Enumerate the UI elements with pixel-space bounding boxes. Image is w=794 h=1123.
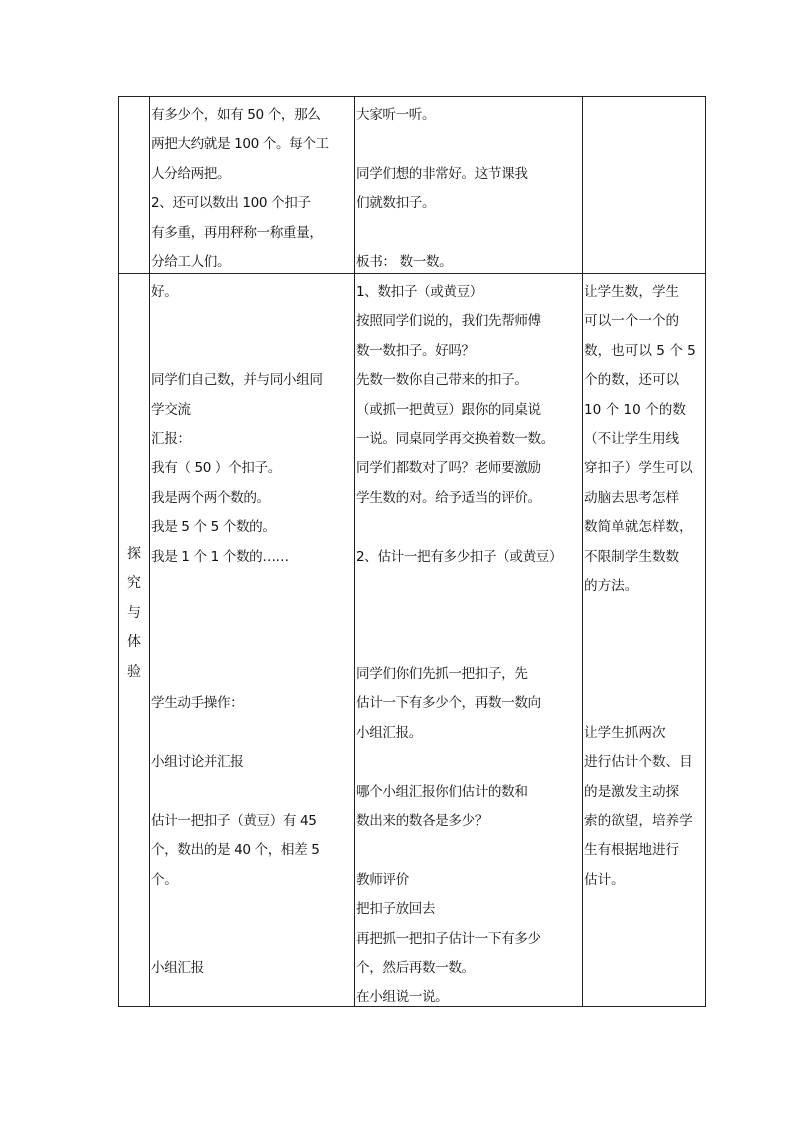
text-line: 有多少个，如有 50 个，那么 <box>151 107 321 123</box>
text-line: 个，数出的是 40 个，相差 5 <box>151 842 320 859</box>
text-line: 2、估计一把有多少扣子（或黄豆） <box>356 548 563 565</box>
text-line: 的是激发主动探 <box>584 783 680 800</box>
design-intent-text <box>583 97 705 273</box>
text-line <box>584 660 705 689</box>
text-line <box>151 719 354 748</box>
stage-cell <box>119 97 150 274</box>
text-line: 估计一把扣子（黄豆）有 45 <box>151 813 317 830</box>
text-line: 同学们你们先抓一把扣子，先 <box>356 666 528 683</box>
text-line: 按照同学们说的，我们先帮师傅 <box>356 313 541 330</box>
text-line: （不让学生用线 <box>584 430 680 447</box>
text-line: 哪个小组汇报你们估计的数和 <box>356 783 528 800</box>
design-intent-cell <box>583 274 706 1007</box>
text-line <box>356 513 582 542</box>
text-line: 小组汇报 <box>151 959 204 976</box>
text-line: 一说。同桌同学再交换着数一数。 <box>356 430 554 447</box>
text-line <box>356 631 582 660</box>
text-line <box>356 748 582 777</box>
text-line: 数一数扣子。好吗？ <box>356 342 475 359</box>
text-line: 估计。 <box>584 871 625 888</box>
text-line: 学生动手操作： <box>151 695 244 712</box>
text-line: 同学们想的非常好。这节课我 <box>356 165 528 182</box>
text-line: 2、还可以数出 100 个扣子 <box>151 195 311 212</box>
text-line <box>356 601 582 630</box>
text-line: 我是两个两个数的。 <box>151 489 270 506</box>
text-line <box>584 689 705 718</box>
lesson-plan-table <box>118 96 706 1007</box>
text-line: 同学们自己数，并与同小组同 <box>151 372 323 389</box>
teacher-activity-text <box>355 97 582 273</box>
text-line <box>151 572 354 601</box>
text-line: 人分给两把。 <box>151 165 231 182</box>
text-line: 大家听一听。 <box>356 107 436 123</box>
text-line: 估计一下有多少个，再数一数向 <box>356 695 541 712</box>
text-line <box>356 572 582 601</box>
text-line: 1、数扣子（或黄豆） <box>356 284 483 300</box>
text-line <box>151 307 354 336</box>
text-line: 小组讨论并汇报 <box>151 754 244 771</box>
text-line: 的方法。 <box>584 577 639 594</box>
text-line: 先数一数你自己带来的扣子。 <box>356 372 528 389</box>
text-line: 学交流 <box>151 401 191 418</box>
text-line: 个，然后再数一数。 <box>356 959 475 976</box>
text-line: 我是 1 个 1 个数的…… <box>151 548 289 565</box>
table-row <box>119 97 706 274</box>
text-line <box>151 337 354 366</box>
text-line: 在小组说一说。 <box>356 989 449 1006</box>
text-line: 动脑去思考怎样 <box>584 489 680 506</box>
text-line <box>151 631 354 660</box>
text-line: 板书： 数一数。 <box>356 253 453 270</box>
text-line: 学生数的对。给予适当的评价。 <box>356 489 541 506</box>
text-line: 数，也可以 5 个 5 <box>584 342 696 359</box>
text-line: 小组汇报。 <box>356 724 422 741</box>
text-line <box>151 925 354 954</box>
design-intent-text <box>583 274 705 1006</box>
text-line: 们就数扣子。 <box>356 195 436 212</box>
text-line: 我有（ 50 ）个扣子。 <box>151 460 281 477</box>
design-intent-cell <box>583 97 706 274</box>
stage-label: 探究与体验 <box>127 546 141 680</box>
text-line: 10 个 10 个的数 <box>584 401 686 418</box>
text-line <box>584 631 705 660</box>
text-line: 让学生抓两次 <box>584 724 666 741</box>
text-line: 汇报： <box>151 430 191 447</box>
text-line: 我是 5 个 5 个数的。 <box>151 519 276 536</box>
text-line <box>151 778 354 807</box>
text-line <box>151 895 354 924</box>
student-activity-cell <box>150 97 355 274</box>
text-line: 个的数，还可以 <box>584 372 680 389</box>
text-line: 数出来的数各是多少？ <box>356 813 488 830</box>
student-activity-text <box>150 274 354 1006</box>
text-line: （或抓一把黄豆）跟你的同桌说 <box>356 401 541 418</box>
teacher-activity-cell <box>355 274 583 1007</box>
text-line: 可以一个一个的 <box>584 313 680 330</box>
text-line <box>151 660 354 689</box>
teacher-activity-text <box>355 274 582 1006</box>
stage-cell <box>119 274 150 1007</box>
text-line: 索的欲望，培养学 <box>584 813 693 830</box>
text-line <box>584 601 705 630</box>
text-line: 数简单就怎样数， <box>584 519 693 536</box>
text-line: 不限制学生数数 <box>584 548 680 565</box>
table-row <box>119 274 706 1007</box>
stage-label <box>119 97 149 273</box>
text-line: 好。 <box>151 284 178 300</box>
text-line <box>356 836 582 865</box>
text-line: 穿扣子）学生可以 <box>584 460 693 477</box>
text-line <box>356 219 582 248</box>
text-line: 再把抓一把扣子估计一下有多少 <box>356 930 541 947</box>
text-line: 生有根据地进行 <box>584 842 680 859</box>
text-line: 教师评价 <box>356 871 409 888</box>
text-line: 两把大约就是 100 个。每个工 <box>151 136 329 153</box>
text-line: 让学生数，学生 <box>584 284 680 300</box>
text-line: 进行估计个数、目 <box>584 754 693 771</box>
text-line <box>356 130 582 159</box>
text-line: 有多重，再用秤称一称重量， <box>151 224 323 241</box>
text-line: 个。 <box>151 871 178 888</box>
student-activity-text <box>150 97 354 273</box>
text-line: 把扣子放回去 <box>356 901 436 918</box>
text-line <box>151 601 354 630</box>
text-line: 同学们都数对了吗？老师要激励 <box>356 460 541 477</box>
teacher-activity-cell <box>355 97 583 274</box>
text-line: 分给工人们。 <box>151 253 231 270</box>
student-activity-cell <box>150 274 355 1007</box>
